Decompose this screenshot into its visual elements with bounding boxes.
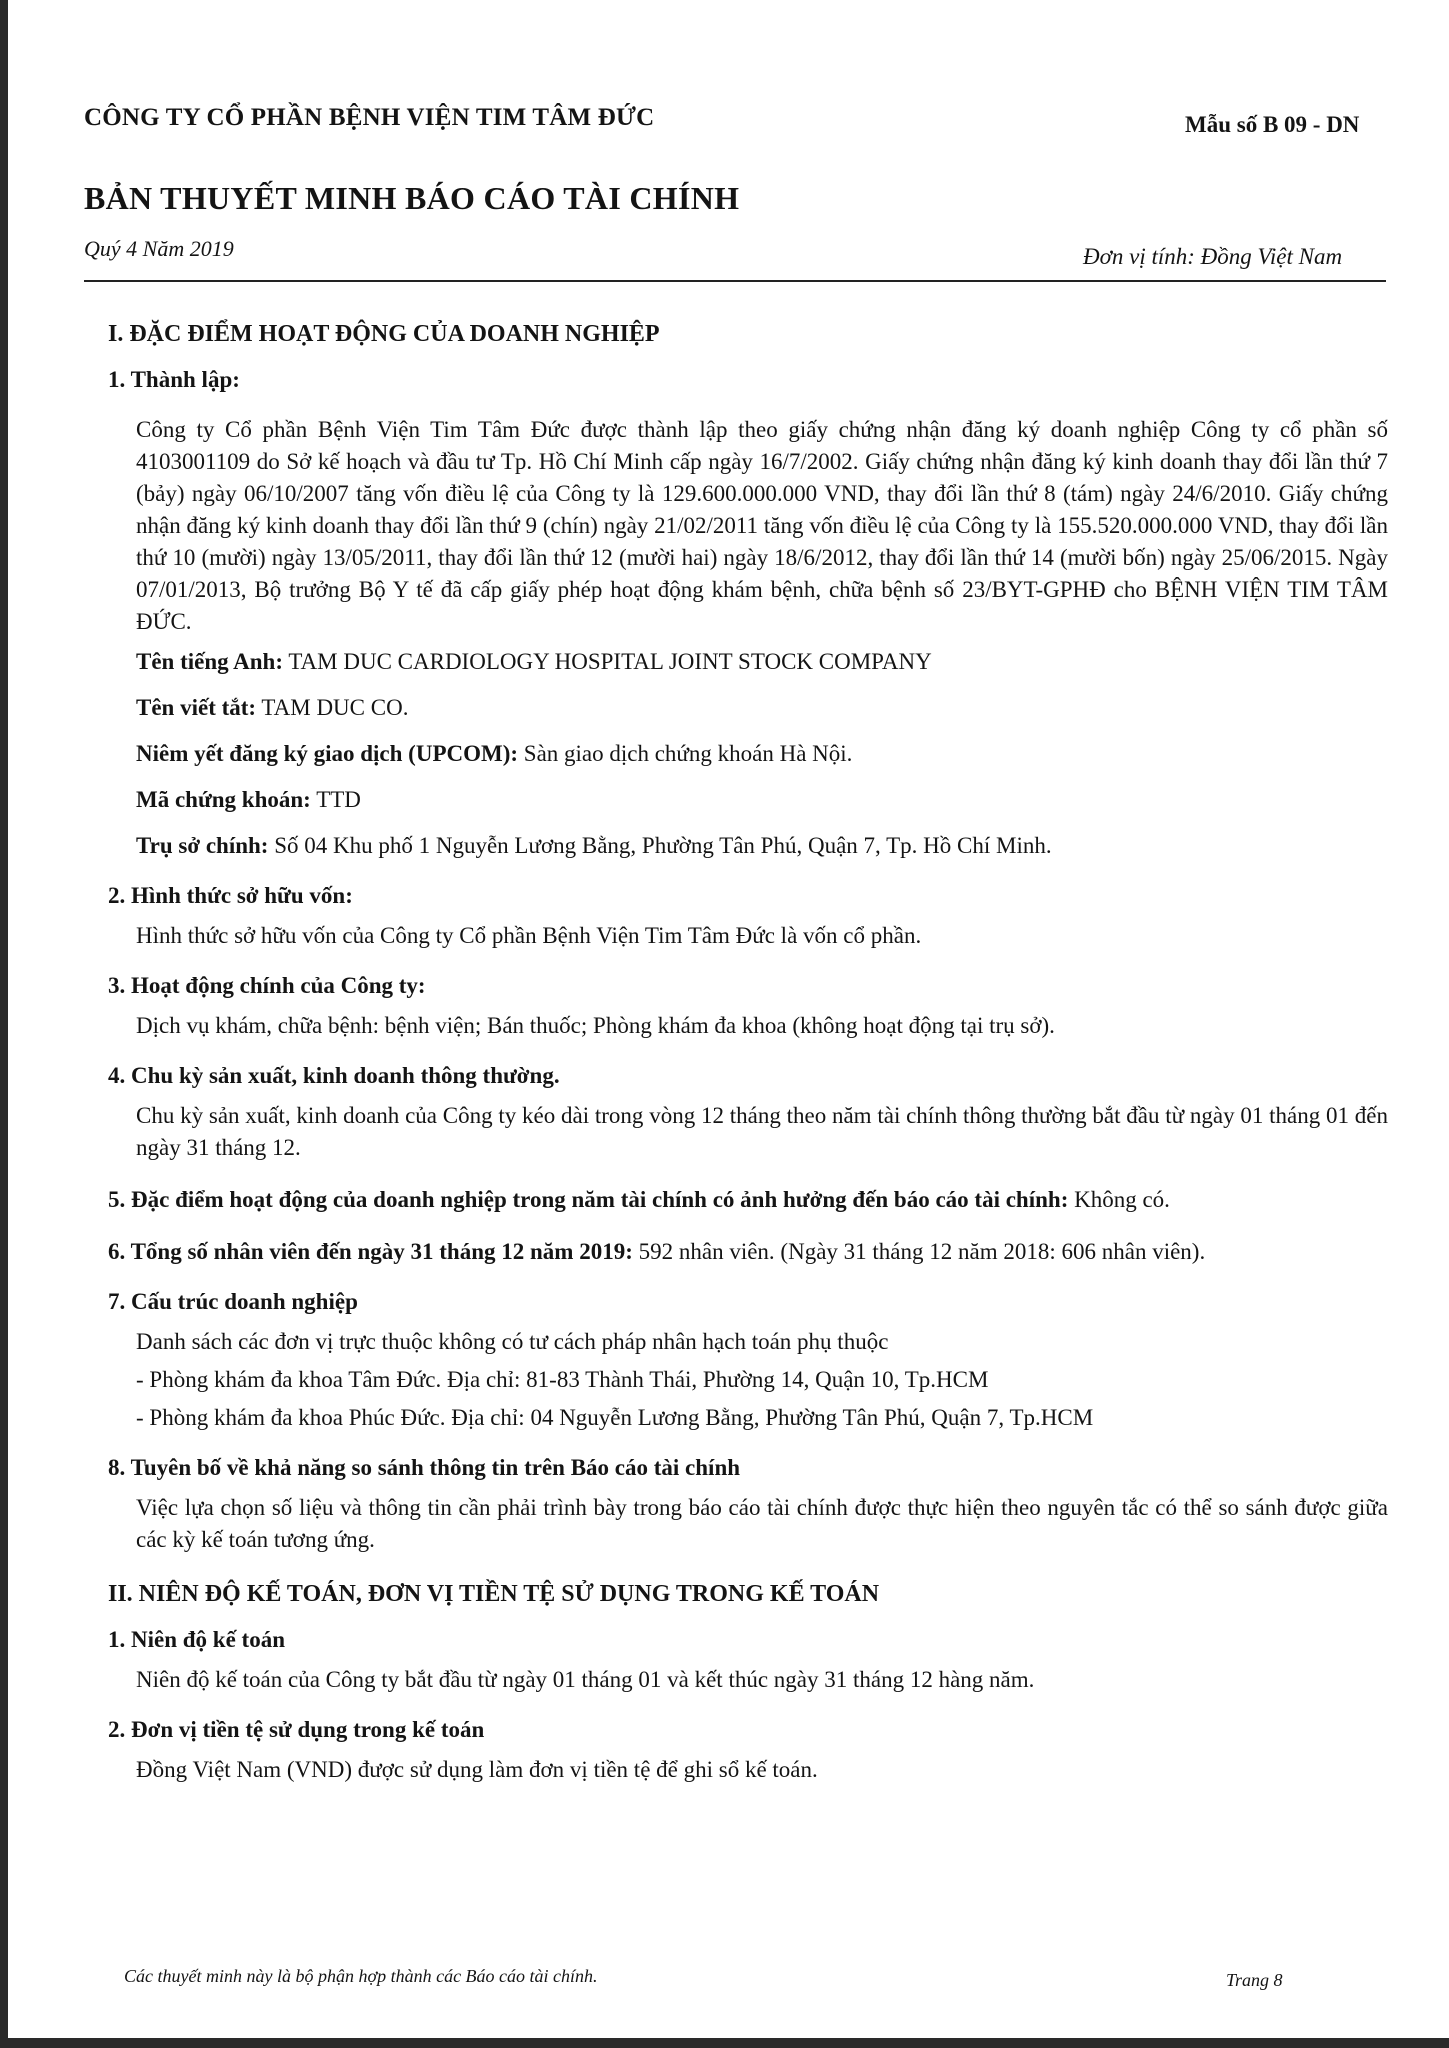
- english-name-label: Tên tiếng Anh:: [136, 649, 283, 674]
- s5-title: 5. Đặc điểm hoạt động của doanh nghiệp trong năm tài chính có ảnh hưởng đến báo cáo tài chính:: [108, 1187, 1069, 1212]
- footer-note: Các thuyết minh này là bộ phận hợp thành các Báo cáo tài chính.: [124, 1966, 598, 1986]
- report-period: Quý 4 Năm 2019: [84, 236, 234, 261]
- ticker-value: TTD: [316, 787, 361, 812]
- hq-label: Trụ sở chính:: [136, 833, 269, 858]
- short-name-label: Tên viết tắt:: [136, 695, 257, 720]
- s8-comparability-body: Việc lựa chọn số liệu và thông tin cần phải trình bày trong báo cáo tài chính được thực hiện theo nguyên tắc có thể so sánh được giữa các kỳ kế toán tương ứng.: [136, 1495, 1388, 1552]
- page-number: Trang 8: [1226, 1970, 1283, 1990]
- listing-label: Niêm yết đăng ký giao dịch (UPCOM):: [136, 741, 519, 766]
- s6-value: 592 nhân viên. (Ngày 31 tháng 12 năm 2018: 606 nhân viên).: [638, 1239, 1206, 1264]
- document-title: BẢN THUYẾT MINH BÁO CÁO TÀI CHÍNH: [84, 180, 740, 216]
- header-divider: [84, 280, 1386, 282]
- s2-2-currency-title: 2. Đơn vị tiền tệ sử dụng trong kế toán: [108, 1717, 485, 1742]
- hq-row: [136, 830, 1388, 862]
- s1-establishment-title: 1. Thành lập:: [108, 367, 240, 392]
- s2-ownership-title: 2. Hình thức sở hữu vốn:: [108, 883, 353, 908]
- section-2-heading: II. NIÊN ĐỘ KẾ TOÁN, ĐƠN VỊ TIỀN TỆ SỬ DỤNG TRONG KẾ TOÁN: [108, 1581, 880, 1607]
- s8-comparability-title: 8. Tuyên bố về khả năng so sánh thông tin trên Báo cáo tài chính: [108, 1455, 741, 1480]
- s2-2-currency-body: Đồng Việt Nam (VND) được sử dụng làm đơn vị tiền tệ để ghi sổ kế toán.: [136, 1757, 818, 1782]
- short-name-row: [136, 692, 1388, 724]
- currency-unit: Đơn vị tính: Đồng Việt Nam: [1083, 244, 1343, 269]
- s4-cycle-title: 4. Chu kỳ sản xuất, kinh doanh thông thường.: [108, 1063, 560, 1088]
- s2-1-fiscal-year-body: Niên độ kế toán của Công ty bắt đầu từ ngày 01 tháng 01 và kết thúc ngày 31 tháng 12 hàng năm.: [136, 1667, 1035, 1692]
- scan-bottom-edge: [0, 2038, 1449, 2048]
- s5-characteristics: [108, 1184, 1388, 1216]
- s3-activities-body: Dịch vụ khám, chữa bệnh: bệnh viện; Bán thuốc; Phòng khám đa khoa (không hoạt động tại trụ sở).: [136, 1013, 1055, 1038]
- scan-left-edge: [0, 0, 8, 2048]
- s4-cycle-body: Chu kỳ sản xuất, kinh doanh của Công ty kéo dài trong vòng 12 tháng theo năm tài chính thông thường bắt đầu từ ngày 01 tháng 01 đến ngày 31 tháng 12.: [136, 1103, 1388, 1160]
- section-1-heading: I. ĐẶC ĐIỂM HOẠT ĐỘNG CỦA DOANH NGHIỆP: [108, 321, 660, 347]
- short-name-value: TAM DUC CO.: [261, 695, 409, 720]
- s7-branch-item: - Phòng khám đa khoa Phúc Đức. Địa chỉ: 04 Nguyễn Lương Bằng, Phường Tân Phú, Quận 7, Tp.HCM: [136, 1405, 1094, 1430]
- s2-1-fiscal-year-title: 1. Niên độ kế toán: [108, 1627, 285, 1652]
- s7-structure-title: 7. Cấu trúc doanh nghiệp: [108, 1289, 358, 1314]
- s3-activities-title: 3. Hoạt động chính của Công ty:: [108, 973, 426, 998]
- listing-value: Sàn giao dịch chứng khoán Hà Nội.: [523, 741, 853, 766]
- s2-ownership-body: Hình thức sở hữu vốn của Công ty Cổ phần Bệnh Viện Tim Tâm Đức là vốn cổ phần.: [136, 923, 922, 948]
- english-name-row: [136, 646, 1388, 678]
- ticker-label: Mã chứng khoán:: [136, 787, 311, 812]
- company-name: CÔNG TY CỔ PHẦN BỆNH VIỆN TIM TÂM ĐỨC: [84, 104, 655, 131]
- s7-branch-item: - Phòng khám đa khoa Tâm Đức. Địa chỉ: 81-83 Thành Thái, Phường 14, Quận 10, Tp.HCM: [136, 1367, 989, 1392]
- s1-establishment-body: Công ty Cổ phần Bệnh Viện Tim Tâm Đức được thành lập theo giấy chứng nhận đăng ký doanh nghiệp Công ty cổ phần số 4103001109 do Sở kế hoạch và đầu tư Tp. Hồ Chí Minh cấp ngày 16/7/2002. Giấy chứng nhận đăng ký kinh doanh thay đổi lần thứ 7 (bảy) ngày 06/10/2007 tăng vốn điều lệ của Công ty là 129.600.000.000 VND, thay đổi lần thứ 8 (tám) ngày 24/6/2010. Giấy chứng nhận đăng ký kinh doanh thay đổi lần thứ 9 (chín) ngày 21/02/2011 tăng vốn điều lệ của Công ty là 155.520.000.000 VND, thay đổi lần thứ 10 (mười) ngày 13/05/2011, thay đổi lần thứ 12 (mười hai) ngày 18/6/2012, thay đổi lần thứ 14 (mười bốn) ngày 25/06/2015. Ngày 07/01/2013, Bộ trưởng Bộ Y tế đã cấp giấy phép hoạt động khám bệnh, chữa bệnh số 23/BYT-GPHĐ cho BỆNH VIỆN TIM TÂM ĐỨC.: [136, 417, 1388, 634]
- s5-value: Không có.: [1074, 1187, 1170, 1212]
- s6-title: 6. Tổng số nhân viên đến ngày 31 tháng 12 năm 2019:: [108, 1239, 633, 1264]
- form-number: Mẫu số B 09 - DN: [1185, 112, 1360, 137]
- ticker-row: [136, 784, 1388, 816]
- hq-value: Số 04 Khu phố 1 Nguyễn Lương Bằng, Phường Tân Phú, Quận 7, Tp. Hồ Chí Minh.: [274, 833, 1052, 858]
- document-body: [108, 318, 1388, 1794]
- english-name-value: TAM DUC CARDIOLOGY HOSPITAL JOINT STOCK COMPANY: [288, 649, 932, 674]
- s7-structure-intro: Danh sách các đơn vị trực thuộc không có tư cách pháp nhân hạch toán phụ thuộc: [136, 1329, 889, 1354]
- s6-employees: [108, 1236, 1388, 1268]
- listing-row: [136, 738, 1388, 770]
